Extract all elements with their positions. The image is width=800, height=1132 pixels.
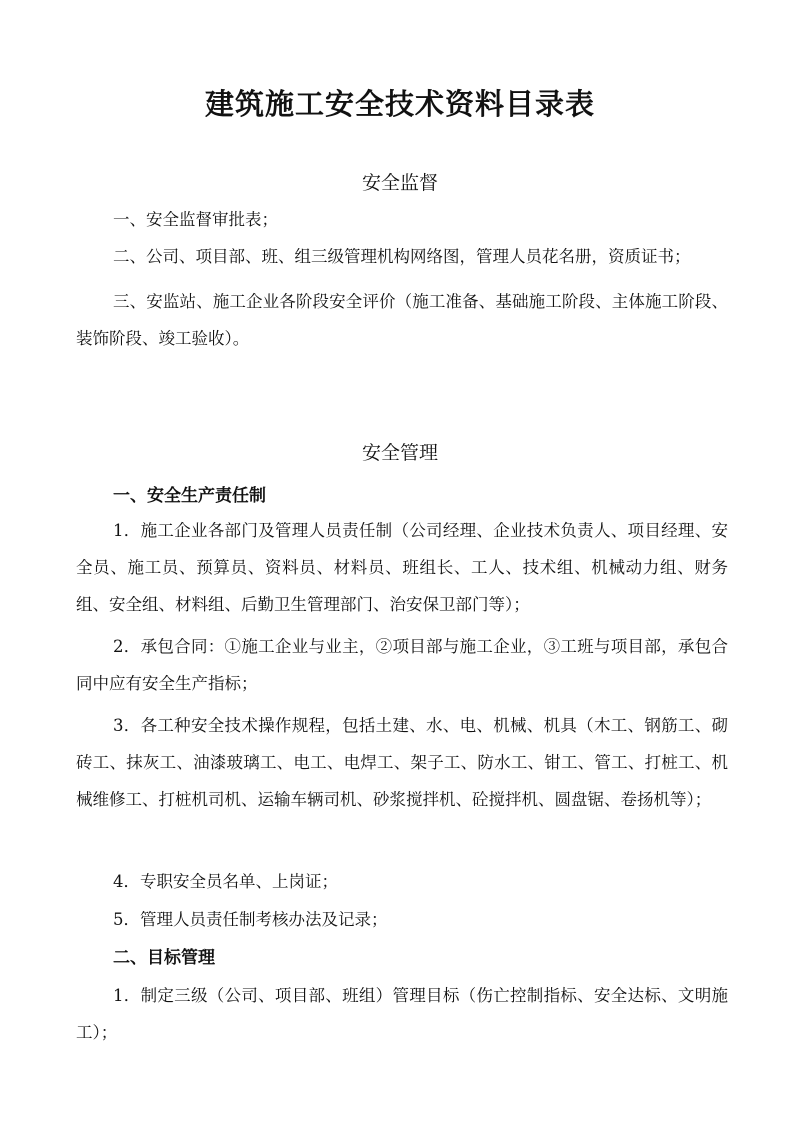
page-title: 建筑施工安全技术资料目录表 <box>204 87 595 121</box>
section-heading-safety-supervision: 安全监督 <box>361 172 438 194</box>
responsibility-item-1: 1．施工企业各部门及管理人员责任制（公司经理、企业技术负责人、项目经理、安全员、施工员、预算员、资料员、材料员、班组长、工人、技术组、机械动力组、财务组、安全组、材料组、后勤卫生管理部门、治安保卫部门等）； <box>76 521 728 614</box>
target-item-1: 1．制定三级（公司、项目部、班组）管理目标（伤亡控制指标、安全达标、文明施工）； <box>76 986 728 1042</box>
responsibility-item-4: 4．专职安全员名单、上岗证； <box>113 872 338 891</box>
subsection-heading-target-management: 二、目标管理 <box>113 948 215 968</box>
responsibility-item-3: 3．各工种安全技术操作规程，包括土建、水、电、机械、机具（木工、钢筋工、砌砖工、抹灰工、油漆玻璃工、电工、电焊工、架子工、防水工、钳工、管工、打桩工、机械维修工、打桩机司机、运输车辆司机、砂浆搅拌机、砼搅拌机、圆盘锯、卷扬机等）； <box>76 716 728 809</box>
subsection-heading-responsibility: 一、安全生产责任制 <box>113 486 266 506</box>
responsibility-item-5: 5．管理人员责任制考核办法及记录； <box>113 910 388 929</box>
supervision-item-3: 三、安监站、施工企业各阶段安全评价（施工准备、基础施工阶段、主体施工阶段、装饰阶段、竣工验收）。 <box>76 292 728 348</box>
supervision-item-1: 一、安全监督审批表； <box>113 210 278 229</box>
supervision-item-2: 二、公司、项目部、班、组三级管理机构网络图，管理人员花名册，资质证书； <box>113 247 691 266</box>
section-heading-safety-management: 安全管理 <box>361 442 438 464</box>
responsibility-item-2: 2．承包合同：①施工企业与业主，②项目部与施工企业，③工班与项目部，承包合同中应有安全生产指标； <box>76 637 728 693</box>
